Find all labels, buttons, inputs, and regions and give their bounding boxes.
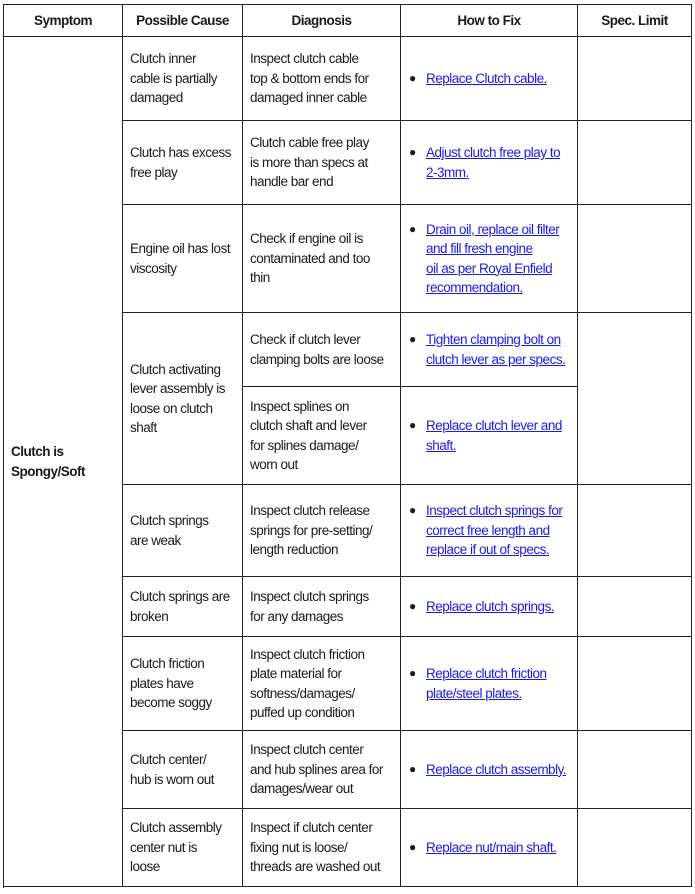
spec-cell <box>578 485 692 577</box>
spec-cell <box>578 37 692 121</box>
fix-cell <box>401 121 578 205</box>
bullet-dot-icon: ● <box>409 332 416 346</box>
header-spec-limit: Spec. Limit <box>578 5 692 37</box>
bullet-dot-icon: ● <box>409 598 416 613</box>
fix-cell <box>401 205 578 313</box>
fix-link[interactable]: Drain oil, replace oil filter and fill fresh engine oil as per Royal Enfield recommendation. <box>426 221 560 295</box>
fix-cell <box>401 809 578 887</box>
fix-link[interactable]: Replace clutch friction plate/steel plates. <box>426 666 547 701</box>
fix-link[interactable]: Replace Clutch cable. <box>426 70 547 86</box>
fix-cell <box>401 313 578 387</box>
header-symptom: Symptom <box>4 5 123 37</box>
diagnosis-cell: Inspect clutch cable top & bottom ends for damaged inner cable <box>243 37 401 121</box>
bullet-dot-icon: ● <box>409 839 416 854</box>
fix-cell <box>401 387 578 485</box>
fix-cell <box>401 731 578 809</box>
spec-cell <box>578 121 692 205</box>
header-possible-cause: Possible Cause <box>123 5 243 37</box>
fix-link[interactable]: Replace clutch assembly. <box>426 761 567 777</box>
table-row <box>4 37 692 121</box>
header-how-to-fix: How to Fix <box>401 5 578 37</box>
spec-cell <box>578 313 692 485</box>
spec-cell <box>578 809 692 887</box>
fix-link[interactable]: Adjust clutch free play to 2-3mm. <box>426 145 561 180</box>
cause-cell: Clutch center/ hub is worn out <box>123 731 243 809</box>
cause-cell: Clutch activating lever assembly is loose on clutch shaft <box>123 313 243 485</box>
header-row <box>4 5 692 37</box>
bullet-dot-icon: ● <box>409 666 416 680</box>
fix-cell <box>401 37 578 121</box>
diagnosis-cell: Check if engine oil is contaminated and too thin <box>243 205 401 313</box>
bullet-dot-icon: ● <box>409 503 416 518</box>
fix-link[interactable]: Inspect clutch springs for correct free length and replace if out of specs. <box>426 503 563 558</box>
header-diagnosis: Diagnosis <box>243 5 401 37</box>
bullet-dot-icon: ● <box>409 221 416 236</box>
cause-cell: Clutch has excess free play <box>123 121 243 205</box>
cause-cell: Clutch friction plates have become soggy <box>123 637 243 731</box>
diagnosis-cell: Inspect splines on clutch shaft and lever for splines damage/ worn out <box>243 387 401 485</box>
diagnosis-cell: Check if clutch lever clamping bolts are loose <box>243 313 401 387</box>
bullet-dot-icon: ● <box>409 70 416 85</box>
fix-cell <box>401 577 578 637</box>
spec-cell <box>578 731 692 809</box>
diagnosis-cell: Inspect clutch center and hub splines area for damages/wear out <box>243 731 401 809</box>
symptom-cell: Clutch is Spongy/Soft <box>4 37 123 887</box>
spec-cell <box>578 577 692 637</box>
diagnosis-cell: Inspect clutch friction plate material for softness/damages/ puffed up condition <box>243 637 401 731</box>
spec-cell <box>578 637 692 731</box>
bullet-dot-icon: ● <box>409 145 416 159</box>
troubleshooting-table <box>3 4 692 887</box>
fix-link[interactable]: Replace clutch springs. <box>426 598 555 614</box>
cause-cell: Clutch assembly center nut is loose <box>123 809 243 887</box>
fix-cell <box>401 637 578 731</box>
cause-cell: Clutch springs are broken <box>123 577 243 637</box>
cause-cell: Clutch inner cable is partially damaged <box>123 37 243 121</box>
diagnosis-cell: Inspect clutch release springs for pre-setting/ length reduction <box>243 485 401 577</box>
cause-cell: Engine oil has lost viscosity <box>123 205 243 313</box>
diagnosis-cell: Inspect if clutch center fixing nut is loose/ threads are washed out <box>243 809 401 887</box>
fix-link[interactable]: Replace nut/main shaft. <box>426 839 557 855</box>
bullet-dot-icon: ● <box>409 418 416 432</box>
troubleshooting-table-wrapper <box>3 4 691 887</box>
fix-cell <box>401 485 578 577</box>
bullet-dot-icon: ● <box>409 761 416 776</box>
diagnosis-cell: Clutch cable free play is more than specs at handle bar end <box>243 121 401 205</box>
diagnosis-cell: Inspect clutch springs for any damages <box>243 577 401 637</box>
fix-link[interactable]: Tighten clamping bolt on clutch lever as per specs. <box>426 332 566 367</box>
spec-cell <box>578 205 692 313</box>
cause-cell: Clutch springs are weak <box>123 485 243 577</box>
fix-link[interactable]: Replace clutch lever and shaft. <box>426 418 562 453</box>
